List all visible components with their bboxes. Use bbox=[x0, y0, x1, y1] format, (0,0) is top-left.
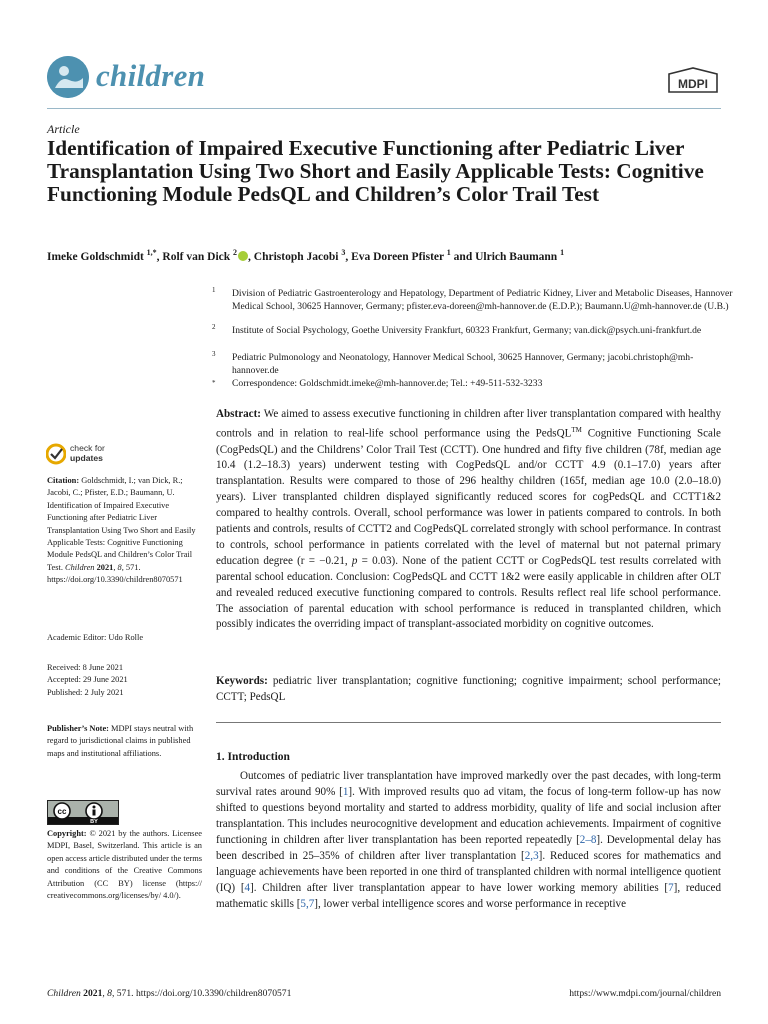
citation-text: Goldschmidt, I.; van Dick, R.; Jacobi, C.; Pfister, E.D.; Baumann, U. Identification of Impaired Executive Functioning after Pediatric Liver Transplantation Using Two Short and Easily Applicable Tests: Cognitive Functioning Module PedsQL and Children’s Color Trail Test. bbox=[47, 476, 196, 572]
paper-title: Identification of Impaired Executive Functioning after Pediatric Liver Transplantation Using Two Short and Easily Applicable Tests: Cognitive Functioning Module PedsQL and Children’s Color Trail Test bbox=[47, 136, 704, 206]
intro-text: ]. Developmental delay has been described in 25–35% of children after liver transplantation [ bbox=[216, 833, 722, 862]
affiliation-number: 3 bbox=[212, 350, 216, 358]
affiliation-text: Division of Pediatric Gastroenterology and Hepatology, Department of Pediatric Kidney, Liver and Metabolic Diseases, Hannover Medical School, 30625 Hannover, Germany; pfister.eva-doreen@mh-hannover.de (E.D.P.); Baumann.U@mh-hannover.de (U.B.) bbox=[232, 288, 733, 312]
abstract-text: We aimed to assess executive functioning in children after liver transplantation compared with healthy controls and in relation to real-life school performance using the PedsQL bbox=[216, 408, 721, 440]
author-name[interactable]: Eva Doreen Pfister bbox=[351, 250, 444, 263]
copyright-label: Copyright: bbox=[47, 829, 87, 838]
intro-text: ], lower verbal intelligence scores and worse performance in receptive bbox=[314, 897, 627, 910]
orcid-icon[interactable] bbox=[238, 251, 248, 261]
journal-logo-icon bbox=[47, 56, 89, 98]
published-date: Published: 2 July 2021 bbox=[47, 687, 124, 697]
author-list: Imeke Goldschmidt $^{1,*}$, Rolf van Dick $^2$ , Christoph Jacobi $^3$, Eva Doreen Pfister $^1$ and Ulrich Baumann $^1$ bbox=[47, 248, 565, 263]
citation-volume: 8 bbox=[117, 562, 122, 572]
cc-by-text: BY bbox=[90, 819, 98, 824]
academic-editor: Academic Editor: Udo Rolle bbox=[47, 633, 144, 642]
keywords bbox=[216, 674, 721, 706]
citation-journal: Children bbox=[65, 562, 95, 572]
citation-link[interactable]: 2–8 bbox=[579, 833, 597, 846]
publisher-note-label: Publisher’s Note: bbox=[47, 724, 109, 733]
svg-text:cc: cc bbox=[57, 807, 67, 816]
check-for-updates-icon[interactable] bbox=[46, 442, 66, 466]
correspondence-text: Correspondence: Goldschmidt.imeke@mh-hannover.de; Tel.: +49-511-532-3233 bbox=[232, 378, 543, 389]
footer-journal: Children bbox=[47, 988, 81, 999]
publisher-note-text: MDPI stays neutral with regard to jurisdictional claims in published maps and institutional affiliations. bbox=[47, 724, 194, 758]
author-name[interactable]: Christoph Jacobi bbox=[253, 250, 339, 263]
section-heading: 1. Introduction bbox=[216, 751, 290, 763]
footer-journal-url[interactable]: https://www.mdpi.com/journal/children bbox=[569, 988, 721, 999]
introduction-text bbox=[216, 769, 721, 913]
header-divider bbox=[47, 108, 721, 109]
affiliation-number: 2 bbox=[212, 323, 216, 331]
affiliation bbox=[214, 287, 734, 313]
copyright-block bbox=[47, 828, 202, 902]
affiliation bbox=[214, 377, 734, 390]
affiliation-number: * bbox=[212, 379, 216, 387]
citation-link[interactable]: 5,7 bbox=[300, 897, 315, 910]
abstract-label: Abstract: bbox=[216, 408, 261, 420]
mdpi-logo[interactable] bbox=[665, 66, 721, 94]
author-sup: 1 bbox=[560, 248, 565, 257]
author-name[interactable]: Imeke Goldschmidt bbox=[47, 250, 144, 263]
citation-year: 2021 bbox=[96, 562, 114, 572]
footer-year: 2021 bbox=[83, 988, 103, 999]
intro-text: ]. With improved results quo ad vitam, the focus of long-term follow-up has now shifted to questions beyond mortality and started to address morbidity, quality of life and social inclusion after transplantation. This includes neurocognitive development and education achievements. Impairment of cognitive functioning in children after liver transplantation has been reported repeatedly [ bbox=[216, 785, 721, 846]
footer-volume: 8 bbox=[107, 988, 112, 999]
abstract bbox=[216, 407, 721, 633]
author-name[interactable]: Rolf van Dick bbox=[162, 250, 231, 263]
keywords-label: Keywords: bbox=[216, 675, 268, 687]
author-sup: 1 bbox=[446, 248, 451, 257]
author-sup: 2 bbox=[233, 248, 238, 257]
citation-link[interactable]: 7 bbox=[668, 881, 674, 894]
copyright-text: © 2021 by the authors. Licensee MDPI, Basel, Switzerland. This article is an open access article distributed under the terms and conditions of the Creative Commons Attribution (CC BY) license (https:// creativecommons.org/licenses/by/ 4.0/). bbox=[47, 829, 202, 901]
trademark-sup: TM bbox=[571, 425, 582, 434]
footer-citation: Children 2021, 8, 571. https://doi.org/10.3390/children8070571 bbox=[47, 988, 292, 999]
intro-text: Outcomes of pediatric liver transplantation have improved markedly over the past decades, with long-term survival rates around 90% [ bbox=[216, 770, 721, 798]
publisher-name: MDPI bbox=[678, 77, 708, 91]
citation-label: Citation: bbox=[47, 476, 80, 485]
updates-label: updates bbox=[70, 452, 103, 463]
author-name[interactable]: Ulrich Baumann bbox=[475, 250, 558, 263]
publisher-note bbox=[47, 723, 202, 760]
citation-link[interactable]: 2,3 bbox=[524, 849, 539, 862]
citation-link[interactable]: 4 bbox=[244, 881, 251, 894]
abstract-text: Cognitive Functioning Scale (CogPedsQL) and the Childrens’ Color Trail Test (CCTT). One hundred and fifty five children (78f, median age 10.4 (1.2–18.3) years) underwent testing with CogPedsQL and/or CCTT 4.9 (0.1–17.0) years after transplantation. Results were compared to those of 296 healthy children (165f, median age 10.0 (2.0–18.0) years). Liver transplanted children displayed significantly reduced scores for cogPedsQL and CCTT1&2 compared to healthy controls. Overall, school performance was lower in patients compared to controls. In both patients and controls, results of CCTT2 and CogPedsQL correlated strongly with school performance. In contrast to controls, school performance in patients correlated with the level of maternal but not paternal primary education degree (r = −0.21, bbox=[216, 427, 721, 567]
author-sup: 3 bbox=[341, 248, 346, 257]
check-for-updates-button[interactable] bbox=[70, 444, 105, 463]
accepted-date: Accepted: 29 June 2021 bbox=[47, 675, 128, 685]
citation-block: Citation: Goldschmidt, I.; van Dick, R.; Jacobi, C.; Pfister, E.D.; Baumann, U. Identification of Impaired Executive Functioning after Pediatric Liver Transplantation Using Two Short and Easily Applicable Tests: Cognitive Functioning Module PedsQL and Children’s Color Trail Test. Children 2021, 8, 571. https://doi.org/10.3390/children8070571 bbox=[47, 476, 196, 585]
intro-text: ]. Reduced scores for mathematics and language achievements have been reported in one third of transplanted children with normal intelligence quotient (IQ) [ bbox=[216, 849, 721, 894]
received-date: Received: 8 June 2021 bbox=[47, 663, 124, 672]
author-sup: 1,* bbox=[146, 248, 157, 257]
footer-doi-link[interactable]: , 571. https://doi.org/10.3390/children8070571 bbox=[111, 988, 292, 999]
affiliation-number: 1 bbox=[212, 286, 216, 294]
affiliation-text: Institute of Social Psychology, Goethe University Frankfurt, 60323 Frankfurt, Germany; van.dick@psych.uni-frankfurt.de bbox=[232, 325, 702, 336]
p-symbol: p bbox=[351, 554, 358, 567]
affiliation-text: Pediatric Pulmonology and Neonatology, Hannover Medical School, 30625 Hannover, Germany; jacobi.christoph@mh-hannover.de bbox=[232, 352, 694, 376]
citation-link[interactable]: 1 bbox=[342, 785, 349, 798]
article-type: Article bbox=[47, 122, 80, 136]
check-label: check for bbox=[70, 443, 105, 453]
intro-text: ], reduced mathematic skills [ bbox=[216, 881, 721, 910]
abstract-text: = 0.03). None of the patient CCTT or CogPedsQL test results correlated with parental school education. Conclusion: CogPedsQL and CCTT 1&2 were easily applicable in children after OLT and revealed reduced executive functioning compared to controls. Results reflect real life school performance. The association of parental education with school performance is reduced in transplanted children, which possibly indicates the overriding impact of transplant-associated morbidity on cognitive outcomes. bbox=[216, 554, 722, 631]
dates-block bbox=[47, 662, 202, 699]
intro-text: ]. Children after liver transplantation appear to have lower working memory abilities [ bbox=[250, 881, 669, 894]
keywords-text: pediatric liver transplantation; cognitive functioning; cognitive impairment; school performance; CCTT; PedsQL bbox=[216, 675, 721, 703]
cc-by-license-badge[interactable] bbox=[47, 800, 119, 825]
affiliation bbox=[214, 351, 734, 377]
journal-name[interactable]: children bbox=[96, 58, 206, 93]
citation-doi[interactable]: , 571. https://doi.org/10.3390/children8070571 bbox=[47, 562, 183, 585]
affiliation bbox=[214, 324, 734, 337]
section-divider bbox=[216, 722, 721, 723]
